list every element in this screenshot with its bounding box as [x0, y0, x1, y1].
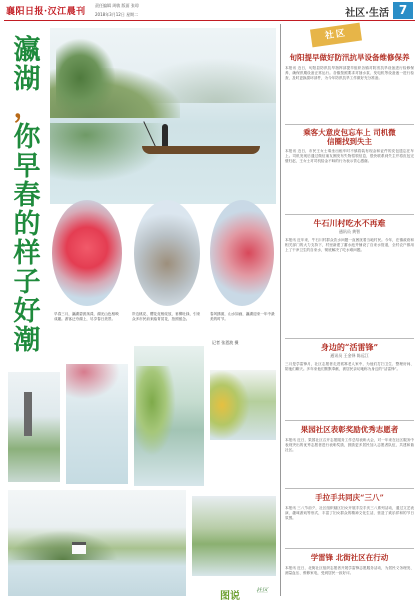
- feature-text-col2: 岸边桃花、樱花竞相绽放，垂柳吐绿，引来众多市民前来踏青赏花，拍照留念。: [132, 312, 201, 321]
- divider: [285, 548, 414, 549]
- badge-sub: 社区: [256, 587, 269, 594]
- article-byline: 通讯员 黄智: [338, 229, 361, 234]
- badge-label: 图说: [220, 591, 240, 600]
- village-lake-photo: [8, 490, 186, 596]
- title-char: 样: [13, 238, 41, 269]
- issue-date: 2018年3月12日 星期二: [95, 12, 139, 17]
- article-body: 本报讯 近日，北街社区组织志愿者开展学雷锋志愿服务活动，为居民义务理发、测量血压、维修家电，受到居民一致好评。: [285, 566, 414, 575]
- feature-text-col3: 春风拂面，山水如画，瀛湖迎来一年中最美的时节。: [210, 312, 275, 321]
- title-char: 春: [13, 180, 41, 211]
- divider: [285, 124, 414, 125]
- lake-boat-photo: [50, 28, 276, 204]
- column-tag: 社区: [310, 23, 362, 48]
- title-char: 子: [13, 267, 41, 298]
- article: [285, 342, 414, 422]
- peach-blossom-photo: [52, 200, 122, 306]
- article-body: 本报讯 近日，旬阳县防汛抗旱指挥部提早组织各镇对防汛抗旱设备进行检修保养，确保汛期设备正常运行。各镇按照要求对抽水泵、发电机等设备逐一进行检查，及时更换损坏部件，为今年防汛抗旱工作做好充分准备。: [285, 66, 414, 80]
- flower-shore-photo: [210, 370, 276, 440]
- article: [285, 218, 414, 338]
- divider: [285, 420, 414, 421]
- title-char: 潮: [13, 325, 41, 356]
- section-title: 社区·生活: [345, 8, 389, 19]
- article-title: 牛石川村吃水不再难: [313, 218, 386, 228]
- article-title: 身边的“活雷锋”: [320, 342, 379, 352]
- article-body: 本报讯 近日，市民王女士乘坐出租车时不慎将装有现金和证件的皮包遗忘在车上。司机发现后通过微信朋友圈发布失物招领信息，很快联系到失主并将皮包完璧归赵，王女士对司机拾金不昧的行为表示衷心感谢。: [285, 149, 414, 163]
- article: [285, 552, 414, 600]
- article-body: 本报讯 近年来，牛石川村群众饮水问题一直困扰着当地村民。今年，在镇政府和相关部门的大力支持下，村里新建了蓄水池并铺设了自来水管道，全村农户都用上了干净卫生的自来水，彻底解决了吃水难问题。: [285, 238, 414, 252]
- article-title: 旬阳提早做好防汛抗旱设备维修保养: [289, 53, 410, 62]
- article: [285, 492, 414, 546]
- article: [285, 128, 414, 213]
- tushuo-badge: [216, 584, 272, 600]
- article-byline: 通讯员 王金铎 陈远江: [330, 353, 369, 358]
- hillside-photo: [192, 496, 276, 576]
- news-column: [280, 24, 415, 596]
- pagoda-photo: [8, 372, 60, 482]
- page-number: 7: [393, 2, 413, 19]
- title-char: 早: [13, 151, 41, 182]
- title-char: 瀛: [13, 35, 41, 66]
- feature-title: [10, 36, 44, 355]
- title-char: 的: [13, 209, 41, 240]
- article-title: 果园社区表彰奖励优秀志愿者: [300, 425, 399, 434]
- willow-lake-photo: [134, 346, 204, 486]
- editor-line: 责任编辑 周敏 版面 张琼: [95, 3, 139, 8]
- divider: [285, 338, 414, 339]
- title-char: 好: [13, 296, 41, 327]
- lake-branch-photo: [66, 364, 128, 484]
- article-body: 本报讯 近日，果园社区召开志愿服务工作总结表彰大会，对一年来在社区服务中表现突出的优秀志愿者进行表彰奖励，鼓励更多居民加入志愿者队伍，共建和谐社区。: [285, 438, 414, 452]
- feature-text-col1: 早春三月，瀛湖碧波荡漾，湖光山色相映成趣。游客泛舟湖上，尽享春日美景。: [54, 312, 119, 321]
- title-char: 湖: [13, 64, 41, 95]
- divider: [285, 214, 414, 215]
- header-rule: [4, 20, 415, 21]
- article-title: 学雷锋 北街社区在行动: [310, 553, 389, 562]
- photo-credit: 记者 张恩波 摄: [212, 340, 239, 345]
- article-title: 手拉手共同庆“三八”: [315, 493, 384, 502]
- photo-feature: [6, 24, 276, 600]
- masthead: 襄阳日报·汉江晨刊: [6, 7, 86, 17]
- red-blossom-photo: [210, 200, 274, 306]
- title-char: 你: [13, 122, 41, 153]
- article: [285, 52, 414, 126]
- article: [285, 424, 414, 488]
- title-char: ，: [13, 93, 41, 124]
- article-body: 本报讯 三八节前夕，社区组织辖区妇女开展手拉手庆三八系列活动，通过文艺表演、趣味游戏等形式，丰富了妇女群众的精神文化生活，营造了欢乐祥和的节日氛围。: [285, 506, 414, 520]
- article-title: 乘客大意皮包忘车上 司机微信圈找到失主: [303, 128, 396, 146]
- article-body: 三月是学雷锋月，社区志愿者走进孤寡老人家中，为他们打扫卫生、整理房间、陪他们聊天。多年来他们默默奉献，被居民亲切地称为身边的“活雷锋”。: [285, 362, 414, 371]
- tree-branches-photo: [134, 200, 200, 306]
- divider: [285, 488, 414, 489]
